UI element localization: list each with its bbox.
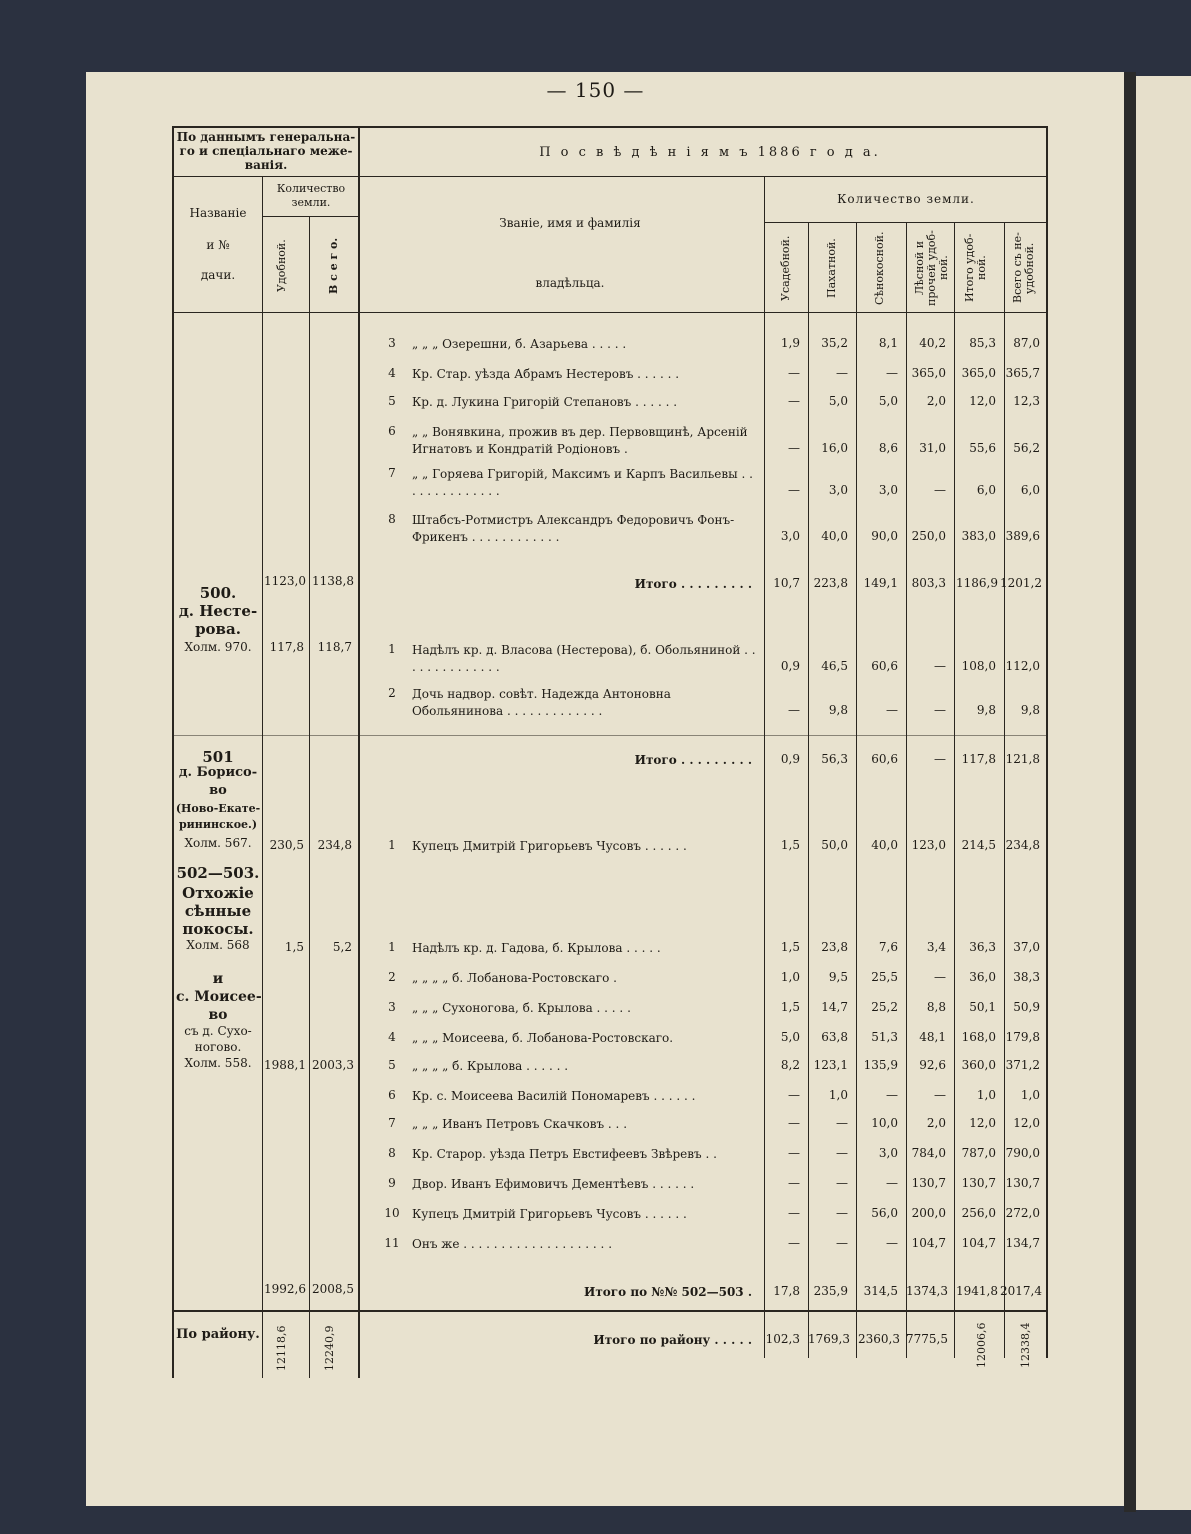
row-number: 6 bbox=[388, 424, 396, 438]
entry-502-holm: Холм. 568 bbox=[186, 938, 250, 952]
row-value: 256,0 bbox=[961, 1206, 996, 1220]
row-value: 117,8 bbox=[961, 752, 996, 766]
row-value: — bbox=[934, 703, 946, 717]
book-spine bbox=[1124, 72, 1136, 1512]
row-value: 48,1 bbox=[919, 1030, 946, 1044]
row-value: 371,2 bbox=[1005, 1058, 1040, 1072]
row-value: 55,6 bbox=[969, 441, 996, 455]
row-value: 9,8 bbox=[976, 703, 996, 717]
row-value: 3,4 bbox=[926, 940, 946, 954]
ndist-vsego: 12240,9 bbox=[323, 1325, 336, 1371]
row-number: 7 bbox=[388, 1116, 396, 1130]
header-sen: Сѣнокосной. bbox=[873, 231, 886, 305]
row-value: 179,8 bbox=[1005, 1030, 1040, 1044]
row-value: 8,6 bbox=[878, 441, 898, 455]
row-value: 2,0 bbox=[926, 394, 946, 408]
row-number: 2 bbox=[388, 686, 396, 700]
header-rule-2 bbox=[262, 216, 359, 217]
row-value: 40,0 bbox=[871, 838, 898, 852]
row-number: 10 bbox=[384, 1206, 400, 1220]
row-value: 56,2 bbox=[1013, 441, 1040, 455]
row-owner: Кр. д. Лукина Григорій Степановъ . . . . . . bbox=[412, 395, 678, 409]
row-value: 8,1 bbox=[878, 336, 898, 350]
row-owner: Кр. с. Моисеева Василій Пономаревъ . . . . . . bbox=[412, 1089, 696, 1103]
divider-main bbox=[358, 126, 360, 1378]
row-value: 40,2 bbox=[919, 336, 946, 350]
n558-udobnoi: 1988,1 bbox=[264, 1058, 306, 1072]
district-label: По району. bbox=[176, 1327, 260, 1342]
row-value: — bbox=[836, 1116, 848, 1130]
row-value: 803,3 bbox=[911, 576, 946, 590]
entry-502-name3: покосы. bbox=[182, 920, 254, 938]
row-value: 223,8 bbox=[813, 576, 848, 590]
row-number: 8 bbox=[388, 512, 396, 526]
row-value: — bbox=[934, 1088, 946, 1102]
row-value: 1,0 bbox=[780, 970, 800, 984]
row-number: 4 bbox=[388, 1030, 396, 1044]
row-value: — bbox=[788, 1206, 800, 1220]
row-value: 2017,4 bbox=[1000, 1284, 1042, 1298]
row-value: 112,0 bbox=[1005, 659, 1040, 673]
row-number: 5 bbox=[388, 1058, 396, 1072]
row-owner: „ „ „ Сухоногова, б. Крылова . . . . . bbox=[412, 1001, 631, 1015]
row-value: 135,9 bbox=[863, 1058, 898, 1072]
row-value: 12006,6 bbox=[975, 1322, 988, 1368]
header-owner-2: владѣльца. bbox=[535, 276, 605, 290]
row-value: — bbox=[788, 703, 800, 717]
row-number: 6 bbox=[388, 1088, 396, 1102]
row-owner: „ „ Вонявкина, прожив въ дер. Первовщинѣ, Арсеній Игнатовъ и Кондратій Родіоновъ . bbox=[412, 425, 748, 456]
row-value: 6,0 bbox=[976, 483, 996, 497]
row-number: 1 bbox=[388, 940, 396, 954]
header-usad: Усадебной. bbox=[779, 235, 792, 301]
row-value: 12,0 bbox=[1013, 1116, 1040, 1130]
row-value: 60,6 bbox=[871, 659, 898, 673]
ntot-udobnoi: 1992,6 bbox=[264, 1282, 306, 1296]
row-value: 92,6 bbox=[919, 1058, 946, 1072]
row-value: 272,0 bbox=[1005, 1206, 1040, 1220]
row-value: 104,7 bbox=[911, 1236, 946, 1250]
row-total-label: Итого по №№ 502—503 . bbox=[584, 1285, 752, 1299]
row-value: — bbox=[886, 1176, 898, 1190]
row-value: 6,0 bbox=[1020, 483, 1040, 497]
entry-502-name1: Отхожіе bbox=[182, 884, 254, 902]
header-right-group: П о с в ѣ д ѣ н і я м ъ 1886 г о д а. bbox=[539, 145, 881, 160]
entry-501-holm: Холм. 567. bbox=[184, 836, 252, 850]
header-pakh: Пахатной. bbox=[825, 238, 838, 298]
row-value: — bbox=[934, 659, 946, 673]
header-rule-1 bbox=[172, 176, 1048, 177]
row-value: 1,5 bbox=[780, 838, 800, 852]
header-vsego: В с е г о. bbox=[327, 237, 340, 295]
row-value: 31,0 bbox=[919, 441, 946, 455]
row-value: 389,6 bbox=[1005, 529, 1040, 543]
row-value: 790,0 bbox=[1005, 1146, 1040, 1160]
n500b-vsego: 118,7 bbox=[317, 640, 352, 654]
row-owner: Надѣлъ кр. д. Гадова, б. Крылова . . . . . bbox=[412, 941, 661, 955]
row-value: — bbox=[836, 1146, 848, 1160]
row-value: — bbox=[788, 1146, 800, 1160]
row-owner: Дочь надвор. совѣт. Надежда Антоновна Обольяниновa . . . . . . . . . . . . . bbox=[412, 687, 671, 718]
row-value: 8,8 bbox=[926, 1000, 946, 1014]
entry-501-name1: д. Борисо- bbox=[178, 765, 258, 780]
row-value: 50,9 bbox=[1013, 1000, 1040, 1014]
row-value: 10,7 bbox=[773, 576, 800, 590]
n500b-udobnoi: 117,8 bbox=[269, 640, 304, 654]
row-value: 784,0 bbox=[911, 1146, 946, 1160]
row-value: 56,0 bbox=[871, 1206, 898, 1220]
row-number: 8 bbox=[388, 1146, 396, 1160]
ndist-udobnoi: 12118,6 bbox=[275, 1325, 288, 1371]
row-value: 87,0 bbox=[1013, 336, 1040, 350]
row-value: 7,6 bbox=[878, 940, 898, 954]
row-value: 36,0 bbox=[969, 970, 996, 984]
row-number: 9 bbox=[388, 1176, 396, 1190]
row-value: 3,0 bbox=[878, 1146, 898, 1160]
entry-501-title: 501 bbox=[202, 748, 234, 766]
row-value: 38,3 bbox=[1013, 970, 1040, 984]
row-owner: „ „ Горяева Григорій, Максимъ и Карпъ Васильевы . . . . . . . . . . . . . . bbox=[412, 467, 753, 498]
row-value: — bbox=[788, 1088, 800, 1102]
divider-ud bbox=[262, 176, 263, 1378]
row-number: 4 bbox=[388, 366, 396, 380]
row-value: 12,0 bbox=[969, 394, 996, 408]
divider-itogo bbox=[954, 222, 955, 1358]
row-value: — bbox=[934, 483, 946, 497]
row-value: 130,7 bbox=[1005, 1176, 1040, 1190]
entry-502-name2: сѣнные bbox=[184, 902, 252, 920]
header-udobnoi: Удобной. bbox=[275, 239, 288, 293]
row-number: 3 bbox=[388, 1000, 396, 1014]
row-value: 63,8 bbox=[821, 1030, 848, 1044]
entry-502-name4: с. Моисее- bbox=[176, 989, 262, 1005]
entry-502-name7: ногово. bbox=[194, 1040, 242, 1054]
table-district-rule bbox=[172, 1310, 1048, 1312]
entry-500-name2: рова. bbox=[195, 620, 241, 638]
row-value: 214,5 bbox=[961, 838, 996, 852]
row-value: 121,8 bbox=[1005, 752, 1040, 766]
row-total-label: Итого . . . . . . . . . bbox=[634, 577, 752, 591]
entry-502-and: и bbox=[212, 971, 224, 987]
row-value: 5,0 bbox=[780, 1030, 800, 1044]
n502-vsego: 5,2 bbox=[332, 940, 352, 954]
row-value: 383,0 bbox=[961, 529, 996, 543]
n501-udobnoi: 230,5 bbox=[269, 838, 304, 852]
row-value: — bbox=[836, 1236, 848, 1250]
row-owner: Штабсъ-Ротмистръ Александръ Федоровичъ Фонъ-Фрикенъ . . . . . . . . . . . . bbox=[412, 513, 735, 544]
row-value: 365,7 bbox=[1005, 366, 1040, 380]
entry-502-title: 502—503. bbox=[176, 864, 260, 882]
row-value: — bbox=[886, 1236, 898, 1250]
row-value: — bbox=[934, 752, 946, 766]
row-owner: Онъ же . . . . . . . . . . . . . . . . . . . . bbox=[412, 1237, 613, 1251]
row-value: 16,0 bbox=[821, 441, 848, 455]
row-value: 5,0 bbox=[828, 394, 848, 408]
row-value: 123,1 bbox=[813, 1058, 848, 1072]
row-value: 9,8 bbox=[828, 703, 848, 717]
row-value: — bbox=[788, 1236, 800, 1250]
row-value: 60,6 bbox=[871, 752, 898, 766]
n500-udobnoi: 1123,0 bbox=[264, 574, 306, 588]
row-value: 10,0 bbox=[871, 1116, 898, 1130]
row-value: 149,1 bbox=[863, 576, 898, 590]
row-value: 1374,3 bbox=[906, 1284, 948, 1298]
entry-502-holm2: Холм. 558. bbox=[184, 1056, 252, 1070]
table-left-rule bbox=[172, 126, 174, 1378]
row-value: 3,0 bbox=[878, 483, 898, 497]
row-value: — bbox=[788, 366, 800, 380]
header-qty-right: Количество земли. bbox=[837, 192, 975, 206]
row-number: 1 bbox=[388, 642, 396, 656]
divider-vs bbox=[309, 216, 310, 1378]
row-value: 1769,3 bbox=[808, 1332, 850, 1346]
row-value: 51,3 bbox=[871, 1030, 898, 1044]
row-value: — bbox=[886, 703, 898, 717]
row-value: — bbox=[788, 394, 800, 408]
entry-500-holm: Холм. 970. bbox=[184, 640, 252, 654]
row-value: — bbox=[788, 441, 800, 455]
row-value: — bbox=[886, 366, 898, 380]
entry-501-name2: во bbox=[209, 783, 227, 798]
ntot-vsego: 2008,5 bbox=[312, 1282, 354, 1296]
entry-500-name1: д. Несте- bbox=[178, 602, 258, 620]
divider-sen bbox=[856, 222, 857, 1358]
row-value: 130,7 bbox=[961, 1176, 996, 1190]
row-value: 9,8 bbox=[1020, 703, 1040, 717]
row-owner: Кр. Старор. уѣзда Петръ Евстифеевъ Звѣревъ . . bbox=[412, 1147, 717, 1161]
header-col-name-2: и № bbox=[206, 238, 230, 252]
header-vsego-neud: Всего съ не-удобной. bbox=[1011, 232, 1036, 304]
row-value: 35,2 bbox=[821, 336, 848, 350]
row-value: 8,2 bbox=[780, 1058, 800, 1072]
section-rule bbox=[172, 735, 1048, 736]
row-value: — bbox=[934, 970, 946, 984]
row-value: 1,0 bbox=[1020, 1088, 1040, 1102]
row-value: 102,3 bbox=[765, 1332, 800, 1346]
row-value: — bbox=[886, 1088, 898, 1102]
row-number: 11 bbox=[384, 1236, 400, 1250]
row-value: 134,7 bbox=[1005, 1236, 1040, 1250]
row-value: — bbox=[836, 1176, 848, 1190]
row-value: 23,8 bbox=[821, 940, 848, 954]
entry-502-name6: съ д. Сухо- bbox=[184, 1024, 252, 1038]
row-number: 3 bbox=[388, 336, 396, 350]
row-value: 168,0 bbox=[961, 1030, 996, 1044]
row-value: — bbox=[836, 1206, 848, 1220]
row-value: 104,7 bbox=[961, 1236, 996, 1250]
row-value: 365,0 bbox=[961, 366, 996, 380]
header-les: Лѣсной и прочей удоб-ной. bbox=[913, 230, 950, 306]
row-value: 235,9 bbox=[813, 1284, 848, 1298]
row-owner: „ „ „ Озерешни, б. Азарьева . . . . . bbox=[412, 337, 627, 351]
row-value: 1,9 bbox=[780, 336, 800, 350]
row-number: 5 bbox=[388, 394, 396, 408]
row-value: 90,0 bbox=[871, 529, 898, 543]
row-value: 7775,5 bbox=[906, 1332, 948, 1346]
row-value: 56,3 bbox=[821, 752, 848, 766]
row-number: 1 bbox=[388, 838, 396, 852]
header-itogo-ud: Итого удоб-ной. bbox=[963, 233, 988, 303]
n501-vsego: 234,8 bbox=[317, 838, 352, 852]
n502-udobnoi: 1,5 bbox=[284, 940, 304, 954]
row-value: 85,3 bbox=[969, 336, 996, 350]
row-value: 2,0 bbox=[926, 1116, 946, 1130]
table-right-rule bbox=[1046, 126, 1048, 1358]
row-value: 1,0 bbox=[828, 1088, 848, 1102]
row-owner: Кр. Стар. уѣзда Абрамъ Нестеровъ . . . . . . bbox=[412, 367, 680, 381]
header-col-name-1: Названіе bbox=[189, 206, 247, 220]
row-value: 787,0 bbox=[961, 1146, 996, 1160]
row-value: 1,5 bbox=[780, 940, 800, 954]
row-value: 200,0 bbox=[911, 1206, 946, 1220]
row-value: 108,0 bbox=[961, 659, 996, 673]
row-value: 360,0 bbox=[961, 1058, 996, 1072]
row-value: 25,2 bbox=[871, 1000, 898, 1014]
row-value: 50,1 bbox=[969, 1000, 996, 1014]
row-value: 0,9 bbox=[780, 752, 800, 766]
entry-500-title: 500. bbox=[199, 584, 237, 602]
next-page-edge bbox=[1136, 76, 1191, 1510]
row-owner: „ „ „ Иванъ Петровъ Скачковъ . . . bbox=[412, 1117, 628, 1131]
row-value: 9,5 bbox=[828, 970, 848, 984]
row-value: 1,5 bbox=[780, 1000, 800, 1014]
header-col-name-3: дачи. bbox=[200, 268, 236, 282]
header-bottom-rule bbox=[172, 312, 1048, 313]
row-value: 1201,2 bbox=[1000, 576, 1042, 590]
row-value: 40,0 bbox=[821, 529, 848, 543]
row-owner: Двор. Иванъ Ефимовичъ Дементѣевъ . . . . . . bbox=[412, 1177, 695, 1191]
row-value: — bbox=[788, 483, 800, 497]
row-value: 3,0 bbox=[780, 529, 800, 543]
row-value: 123,0 bbox=[911, 838, 946, 852]
row-value: 250,0 bbox=[911, 529, 946, 543]
header-qty-left: Количество земли. bbox=[276, 182, 346, 209]
row-value: — bbox=[788, 1176, 800, 1190]
row-value: 5,0 bbox=[878, 394, 898, 408]
row-total-label: Итого по району . . . . . bbox=[593, 1333, 752, 1347]
n500-vsego: 1138,8 bbox=[312, 574, 354, 588]
entry-501-name3: (Ново-Екате- bbox=[175, 802, 261, 815]
row-value: 130,7 bbox=[911, 1176, 946, 1190]
row-value: 12338,4 bbox=[1019, 1322, 1032, 1368]
row-value: 46,5 bbox=[821, 659, 848, 673]
row-value: 25,5 bbox=[871, 970, 898, 984]
row-owner: Купецъ Дмитрій Григорьевъ Чусовъ . . . . . . bbox=[412, 1207, 687, 1221]
row-value: 36,3 bbox=[969, 940, 996, 954]
row-value: 314,5 bbox=[863, 1284, 898, 1298]
row-value: 12,3 bbox=[1013, 394, 1040, 408]
row-value: 0,9 bbox=[780, 659, 800, 673]
row-owner: „ „ „ „ б. Крылова . . . . . . bbox=[412, 1059, 569, 1073]
row-value: 234,8 bbox=[1005, 838, 1040, 852]
row-value: 12,0 bbox=[969, 1116, 996, 1130]
row-owner: Надѣлъ кр. д. Власова (Нестерова), б. Обольяниной . . . . . . . . . . . . . . bbox=[412, 643, 756, 674]
row-owner: „ „ „ „ б. Лобанова-Ростовскаго . bbox=[412, 971, 617, 985]
page-number: — 150 — bbox=[546, 78, 645, 102]
row-value: 1186,9 bbox=[956, 576, 998, 590]
row-value: 2360,3 bbox=[858, 1332, 900, 1346]
entry-501-name4: рининское.) bbox=[178, 818, 258, 831]
row-value: 37,0 bbox=[1013, 940, 1040, 954]
table-top-rule bbox=[172, 126, 1048, 128]
row-value: 365,0 bbox=[911, 366, 946, 380]
entry-502-name5: во bbox=[208, 1007, 228, 1023]
row-value: — bbox=[836, 366, 848, 380]
row-value: 1941,8 bbox=[956, 1284, 998, 1298]
header-left-group: По даннымъ генеральна-го и спеціальнаго меже-ванія. bbox=[176, 130, 356, 172]
row-total-label: Итого . . . . . . . . . bbox=[634, 753, 752, 767]
header-owner-1: Званіе, имя и фамилія bbox=[499, 216, 641, 230]
n558-vsego: 2003,3 bbox=[312, 1058, 354, 1072]
row-value: 50,0 bbox=[821, 838, 848, 852]
row-owner: Купецъ Дмитрій Григорьевъ Чусовъ . . . . . . bbox=[412, 839, 687, 853]
row-number: 2 bbox=[388, 970, 396, 984]
row-value: 17,8 bbox=[773, 1284, 800, 1298]
row-value: 14,7 bbox=[821, 1000, 848, 1014]
row-value: 3,0 bbox=[828, 483, 848, 497]
row-number: 7 bbox=[388, 466, 396, 480]
row-owner: „ „ „ Моисеева, б. Лобанова-Ростовскаго. bbox=[412, 1031, 674, 1045]
row-value: — bbox=[788, 1116, 800, 1130]
row-value: 1,0 bbox=[976, 1088, 996, 1102]
